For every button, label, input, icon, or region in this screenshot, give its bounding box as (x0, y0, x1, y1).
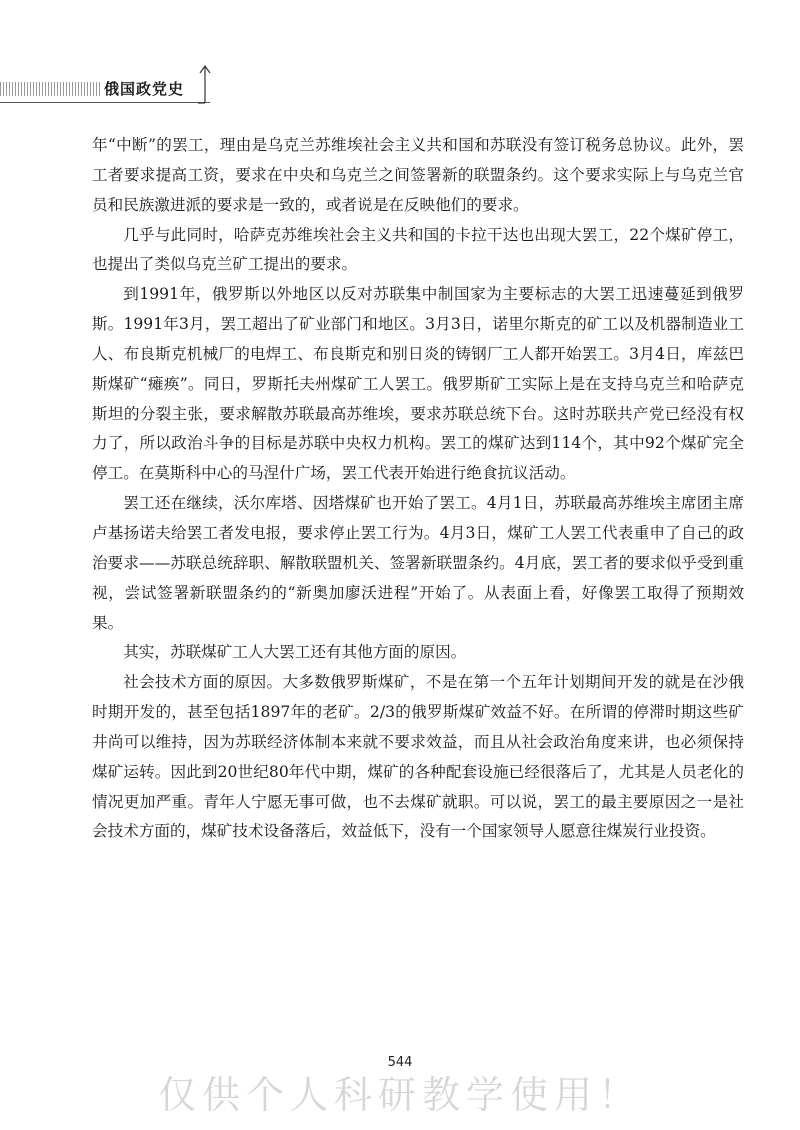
paragraph: 罢工还在继续，沃尔库塔、因塔煤矿也开始了罢工。4月1日，苏联最高苏维埃主席团主席卢基扬诺夫给罢工者发电报，要求停止罢工行为。4月3日，煤矿工人罢工代表重申了自己的政治要求——苏联总统辞职、解散联盟机关、签署新联盟条约。4月底，罢工者的要求似乎受到重视，尝试签署新联盟条约的“新奥加廖沃进程”开始了。从表面上看，好像罢工取得了预期效果。 (92, 494, 744, 632)
body-text (92, 131, 744, 847)
watermark: 仅供个人科研教学使用！ (157, 1073, 642, 1117)
paragraph: 社会技术方面的原因。大多数俄罗斯煤矿，不是在第一个五年计划期间开发的就是在沙俄时期开发的，甚至包括1897年的老矿。2/3的俄罗斯煤矿效益不好。在所谓的停滞时期这些矿井尚可以维持，因为苏联经济体制本来就不要求效益，而且从社会政治角度来讲，也必须保持煤矿运转。因此到20世纪80年代中期，煤矿的各种配套设施已经很落后了，尤其是人员老化的情况更加严重。青年人宁愿无事可做，也不去煤矿就职。可以说，罢工的最主要原因之一是社会技术方面的，煤矿技术设备落后，效益低下，没有一个国家领导人愿意往煤炭行业投资。 (92, 673, 744, 841)
running-header (0, 62, 240, 114)
paragraph: 其实，苏联煤矿工人大罢工还有其他方面的原因。 (123, 643, 467, 662)
page-number: 544 (387, 1055, 413, 1070)
paragraph: 到1991年，俄罗斯以外地区以反对苏联集中制国家为主要标志的大罢工迅速蔓延到俄罗斯。1991年3月，罢工超出了矿业部门和地区。3月3日，诺里尔斯克的矿工以及机器制造业工人、布良斯克机械厂的电焊工、布良斯克和别日炎的铸钢厂工人都开始罢工。3月4日，库兹巴斯煤矿“瘫痪”。同日，罗斯托夫州煤矿工人罢工。俄罗斯矿工实际上是在支持乌克兰和哈萨克斯坦的分裂主张，要求解散苏联最高苏维埃，要求苏联总统下台。这时苏联共产党已经没有权力了，所以政治斗争的目标是苏联中央权力机构。罢工的煤矿达到114个，其中92个煤矿完全停工。在莫斯科中心的马涅什广场，罢工代表开始进行绝食抗议活动。 (92, 285, 744, 483)
paragraph-continued: 年“中断”的罢工，理由是乌克兰苏维埃社会主义共和国和苏联没有签订税务总协议。此外，罢工者要求提高工资，要求在中央和乌克兰之间签署新的联盟条约。这个要求实际上与乌克兰官员和民族激进派的要求是一致的，或者说是在反映他们的要求。 (92, 136, 744, 214)
up-arrow-icon (198, 64, 212, 104)
header-title: 俄国政党史 (104, 80, 185, 98)
paragraph: 几乎与此同时，哈萨克苏维埃社会主义共和国的卡拉干达也出现大罢工，22个煤矿停工，也提出了类似乌克兰矿工提出的要求。 (92, 225, 744, 274)
header-rule (0, 102, 210, 103)
header-hatch-decoration (0, 82, 100, 96)
